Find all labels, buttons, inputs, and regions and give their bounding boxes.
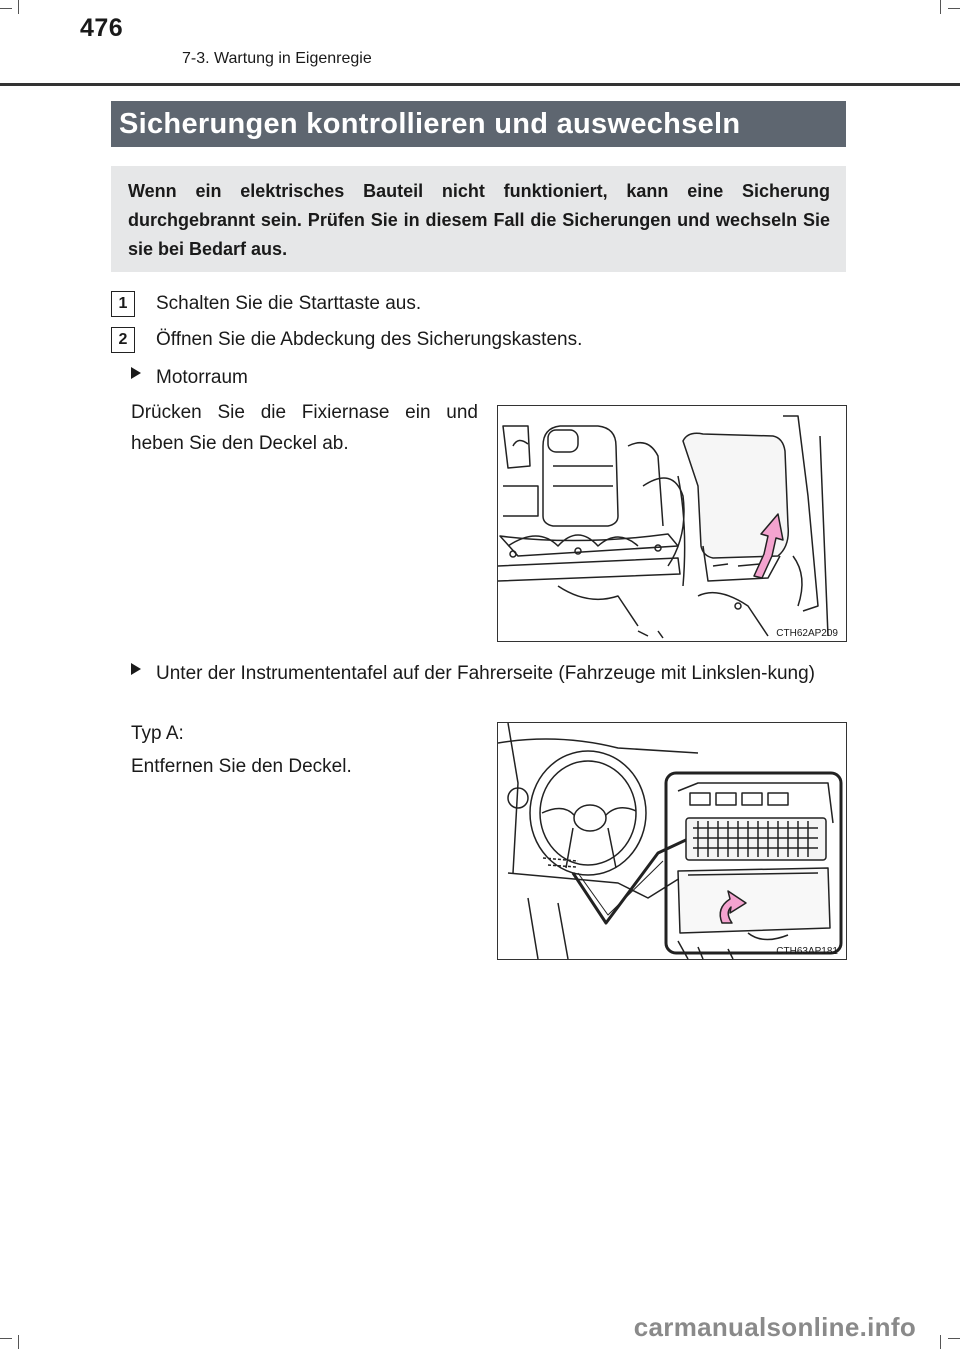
triangle-bullet-icon (131, 367, 141, 379)
page-number: 476 (80, 14, 124, 42)
instruction-text: Entfernen Sie den Deckel. (131, 756, 352, 777)
crop-mark (940, 1335, 941, 1349)
watermark: carmanualsonline.info (633, 1312, 916, 1342)
instruction-text: Drücken Sie die Fixiernase ein und heben Sie den Deckel ab. (131, 402, 478, 454)
crop-mark (948, 1338, 960, 1339)
crop-mark (0, 8, 12, 9)
crop-mark (948, 8, 960, 9)
type-label: Typ A: (131, 723, 184, 744)
crop-mark (0, 1338, 12, 1339)
bullet-text: Motorraum (156, 367, 248, 388)
crop-mark (18, 1335, 19, 1349)
figure-engine-fuse-box (497, 405, 847, 642)
dashboard-illustration (498, 723, 846, 959)
figure-dashboard-fuse-box (497, 722, 847, 960)
step-number: 1 (111, 291, 135, 317)
page-title: Sicherungen kontrollieren und auswechseln (111, 101, 846, 147)
step-text: Schalten Sie die Starttaste aus. (156, 293, 422, 314)
intro-box: Wenn ein elektrisches Bauteil nicht funktioniert, kann eine Sicherung durchgebrannt sein. Prüfen Sie in diesem Fall die Sicherungen und wechseln Sie sie bei Bedarf aus. (111, 166, 846, 272)
bullet-text: Unter der Instrumententafel auf der Fahrerseite (Fahrzeuge mit Linkslen-kung) (156, 663, 815, 684)
engine-bay-illustration (498, 406, 846, 641)
step-text: Öffnen Sie die Abdeckung des Sicherungskastens. (156, 329, 583, 350)
crop-mark (18, 0, 19, 14)
crop-mark (940, 0, 941, 14)
figure-code: CTH63AP181 (776, 946, 838, 957)
triangle-bullet-icon (131, 663, 141, 675)
section-label: 7-3. Wartung in Eigenregie (182, 50, 372, 67)
figure-code: CTH62AP209 (776, 628, 838, 639)
step-number: 2 (111, 327, 135, 353)
header-rule (0, 83, 960, 86)
